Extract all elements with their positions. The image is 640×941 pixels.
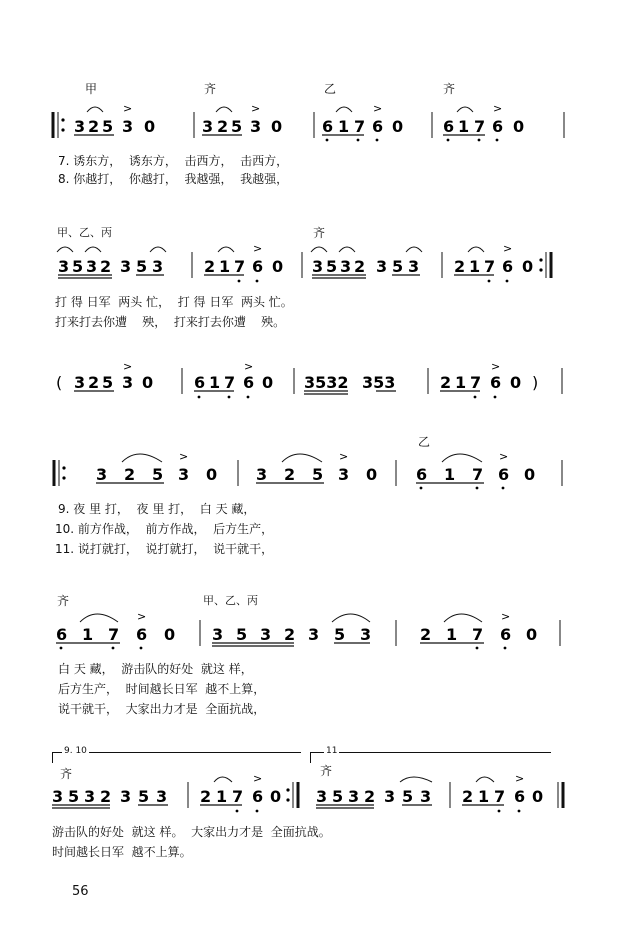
svg-text:7: 7 xyxy=(234,257,246,276)
svg-text:3: 3 xyxy=(338,465,350,484)
notation-row-2 xyxy=(40,242,600,282)
volta-label: 11 xyxy=(326,746,338,756)
lyric-line: 9. 夜 里 打， 夜 里 打， 白 天 藏， xyxy=(58,502,256,516)
svg-text:2: 2 xyxy=(200,787,212,806)
svg-text:0: 0 xyxy=(510,373,522,392)
part-label: 乙 xyxy=(324,82,337,96)
svg-text:6: 6 xyxy=(252,257,264,276)
svg-text:0: 0 xyxy=(142,373,154,392)
svg-text:3: 3 xyxy=(256,465,268,484)
svg-text:0: 0 xyxy=(513,117,525,136)
svg-text:6: 6 xyxy=(490,373,502,392)
svg-text:5: 5 xyxy=(312,465,324,484)
svg-text:6: 6 xyxy=(252,787,264,806)
svg-text:3: 3 xyxy=(360,625,372,644)
notation-marks xyxy=(40,242,600,282)
svg-text:7: 7 xyxy=(224,373,236,392)
notation-row-3 xyxy=(40,360,600,400)
svg-text:3: 3 xyxy=(74,373,86,392)
svg-text:3: 3 xyxy=(202,117,214,136)
svg-text:0: 0 xyxy=(262,373,274,392)
part-label: 甲、乙、丙 xyxy=(57,226,112,239)
svg-text:3: 3 xyxy=(376,257,388,276)
svg-text:5: 5 xyxy=(136,257,148,276)
svg-text:353: 353 xyxy=(362,373,396,392)
svg-text:3: 3 xyxy=(316,787,328,806)
svg-text:1: 1 xyxy=(338,117,350,136)
svg-text:0: 0 xyxy=(524,465,536,484)
svg-text:5: 5 xyxy=(102,117,114,136)
svg-text:>: > xyxy=(253,772,263,785)
svg-text:2: 2 xyxy=(100,257,112,276)
part-label: 甲 xyxy=(85,82,98,96)
svg-text:7: 7 xyxy=(484,257,496,276)
svg-text:6: 6 xyxy=(498,465,510,484)
notation-row-1 xyxy=(40,100,600,140)
svg-text:0: 0 xyxy=(532,787,544,806)
svg-text:0: 0 xyxy=(366,465,378,484)
svg-text:3: 3 xyxy=(250,117,262,136)
svg-text:6: 6 xyxy=(136,625,148,644)
lyric-line: 后方生产， 时间越长日军 越不上算， xyxy=(58,682,266,696)
svg-text:7: 7 xyxy=(474,117,486,136)
svg-text:1: 1 xyxy=(478,787,490,806)
notation-marks xyxy=(40,772,600,816)
svg-text:5: 5 xyxy=(332,787,344,806)
part-label: 乙 xyxy=(418,435,431,449)
svg-text:3: 3 xyxy=(260,625,272,644)
svg-text:): ) xyxy=(532,373,539,392)
svg-text:6: 6 xyxy=(322,117,334,136)
notation-row-6 xyxy=(40,772,600,816)
svg-text:>: > xyxy=(499,450,509,463)
svg-text:3: 3 xyxy=(84,787,96,806)
svg-text:2: 2 xyxy=(204,257,216,276)
svg-text:3: 3 xyxy=(74,117,86,136)
part-label: 齐 xyxy=(313,226,326,240)
notation-row-4 xyxy=(40,448,600,488)
svg-text:1: 1 xyxy=(458,117,470,136)
svg-text:3: 3 xyxy=(58,257,70,276)
svg-text:0: 0 xyxy=(271,117,283,136)
svg-text:2: 2 xyxy=(462,787,474,806)
svg-text:>: > xyxy=(501,610,511,623)
svg-text:1: 1 xyxy=(446,625,458,644)
svg-text:5: 5 xyxy=(102,373,114,392)
svg-text:6: 6 xyxy=(56,625,68,644)
svg-text:1: 1 xyxy=(469,257,481,276)
svg-text:5: 5 xyxy=(334,625,346,644)
svg-text:5: 5 xyxy=(402,787,414,806)
svg-text:2: 2 xyxy=(420,625,432,644)
svg-text:7: 7 xyxy=(232,787,244,806)
svg-text:>: > xyxy=(491,360,501,373)
svg-text:3: 3 xyxy=(86,257,98,276)
svg-text:5: 5 xyxy=(138,787,150,806)
svg-text:7: 7 xyxy=(470,373,482,392)
notation-marks xyxy=(40,608,600,648)
svg-text:6: 6 xyxy=(194,373,206,392)
svg-text:2: 2 xyxy=(354,257,366,276)
svg-text:5: 5 xyxy=(236,625,248,644)
svg-text:3: 3 xyxy=(212,625,224,644)
svg-text:2: 2 xyxy=(284,465,296,484)
svg-text:3: 3 xyxy=(178,465,190,484)
svg-text:0: 0 xyxy=(392,117,404,136)
svg-text:5: 5 xyxy=(326,257,338,276)
part-label: 齐 xyxy=(60,767,73,781)
svg-text:2: 2 xyxy=(364,787,376,806)
lyric-line: 打来打去你遭 殃， 打来打去你遭 殃。 xyxy=(55,315,286,329)
svg-text:>: > xyxy=(253,242,263,255)
svg-text:3: 3 xyxy=(420,787,432,806)
svg-text:0: 0 xyxy=(270,787,282,806)
svg-text:>: > xyxy=(339,450,349,463)
notation-row-5 xyxy=(40,608,600,648)
svg-text:7: 7 xyxy=(472,625,484,644)
svg-text:5: 5 xyxy=(231,117,243,136)
part-label: 齐 xyxy=(204,82,217,96)
svg-text:0: 0 xyxy=(206,465,218,484)
svg-text:0: 0 xyxy=(272,257,284,276)
svg-text:6: 6 xyxy=(372,117,384,136)
svg-text:2: 2 xyxy=(100,787,112,806)
lyric-line: 时间越长日军 越不上算。 xyxy=(52,845,192,859)
svg-text:2: 2 xyxy=(454,257,466,276)
svg-text:3: 3 xyxy=(348,787,360,806)
svg-text:3: 3 xyxy=(122,117,134,136)
svg-text:>: > xyxy=(137,610,147,623)
svg-text:2: 2 xyxy=(88,117,100,136)
svg-text:3: 3 xyxy=(52,787,64,806)
part-label: 齐 xyxy=(320,764,333,778)
svg-text:6: 6 xyxy=(416,465,428,484)
svg-text:6: 6 xyxy=(514,787,526,806)
svg-text:3: 3 xyxy=(122,373,134,392)
notation-marks xyxy=(40,100,600,140)
svg-text:6: 6 xyxy=(500,625,512,644)
svg-text:7: 7 xyxy=(354,117,366,136)
svg-text:1: 1 xyxy=(444,465,456,484)
notation-marks xyxy=(40,360,600,400)
lyric-line: 游击队的好处 就这 样。 大家出力才是 全面抗战。 xyxy=(52,825,331,839)
svg-text:3: 3 xyxy=(408,257,420,276)
svg-text:3: 3 xyxy=(96,465,108,484)
svg-text:1: 1 xyxy=(455,373,467,392)
svg-text:3: 3 xyxy=(384,787,396,806)
svg-text:3: 3 xyxy=(312,257,324,276)
svg-text:5: 5 xyxy=(72,257,84,276)
lyric-line: 打 得 日军 两头 忙， 打 得 日军 两头 忙。 xyxy=(55,295,293,309)
svg-text:5: 5 xyxy=(68,787,80,806)
svg-text:2: 2 xyxy=(217,117,229,136)
svg-text:(: ( xyxy=(56,373,63,392)
svg-text:2: 2 xyxy=(440,373,452,392)
svg-text:7: 7 xyxy=(108,625,120,644)
lyric-line: 说干就干， 大家出力才是 全面抗战， xyxy=(58,702,266,716)
svg-text:>: > xyxy=(515,772,525,785)
svg-text:3: 3 xyxy=(308,625,320,644)
svg-text:1: 1 xyxy=(82,625,94,644)
svg-text:0: 0 xyxy=(144,117,156,136)
svg-text:2: 2 xyxy=(88,373,100,392)
svg-text:3532: 3532 xyxy=(304,373,349,392)
lyric-line: 白 天 藏， 游击队的好处 就这 样， xyxy=(58,662,253,676)
volta-label: 9. 10 xyxy=(64,746,87,756)
svg-text:>: > xyxy=(373,102,383,115)
notation-marks xyxy=(40,448,600,488)
svg-text:2: 2 xyxy=(124,465,136,484)
svg-text:1: 1 xyxy=(219,257,231,276)
lyric-line: 10. 前方作战， 前方作战， 后方生产， xyxy=(55,522,274,536)
svg-text:>: > xyxy=(179,450,189,463)
volta-bracket-1 xyxy=(52,752,301,763)
part-label: 齐 xyxy=(57,594,70,608)
svg-text:1: 1 xyxy=(209,373,221,392)
svg-text:0: 0 xyxy=(526,625,538,644)
svg-text:>: > xyxy=(123,102,133,115)
lyric-line: 8. 你越打， 你越打， 我越强， 我越强， xyxy=(58,172,289,186)
svg-text:1: 1 xyxy=(216,787,228,806)
svg-text:>: > xyxy=(244,360,254,373)
svg-text:>: > xyxy=(503,242,513,255)
svg-text:6: 6 xyxy=(443,117,455,136)
svg-text:7: 7 xyxy=(472,465,484,484)
svg-text:>: > xyxy=(251,102,261,115)
svg-text:3: 3 xyxy=(120,257,132,276)
lyric-line: 11. 说打就打， 说打就打， 说干就干， xyxy=(55,542,274,556)
svg-text:6: 6 xyxy=(243,373,255,392)
svg-text:6: 6 xyxy=(492,117,504,136)
svg-text:>: > xyxy=(493,102,503,115)
svg-text:3: 3 xyxy=(152,257,164,276)
svg-text:2: 2 xyxy=(284,625,296,644)
svg-text:3: 3 xyxy=(156,787,168,806)
part-label: 甲、乙、丙 xyxy=(203,594,258,607)
svg-text:0: 0 xyxy=(164,625,176,644)
lyric-line: 7. 诱东方， 诱东方， 击西方， 击西方， xyxy=(58,154,289,168)
svg-text:5: 5 xyxy=(152,465,164,484)
svg-text:7: 7 xyxy=(494,787,506,806)
svg-text:>: > xyxy=(123,360,133,373)
svg-text:3: 3 xyxy=(340,257,352,276)
volta-bracket-2 xyxy=(310,752,551,763)
part-label: 齐 xyxy=(443,82,456,96)
svg-text:0: 0 xyxy=(522,257,534,276)
page-number: 56 xyxy=(72,884,89,899)
svg-text:3: 3 xyxy=(120,787,132,806)
svg-text:5: 5 xyxy=(392,257,404,276)
svg-text:6: 6 xyxy=(502,257,514,276)
